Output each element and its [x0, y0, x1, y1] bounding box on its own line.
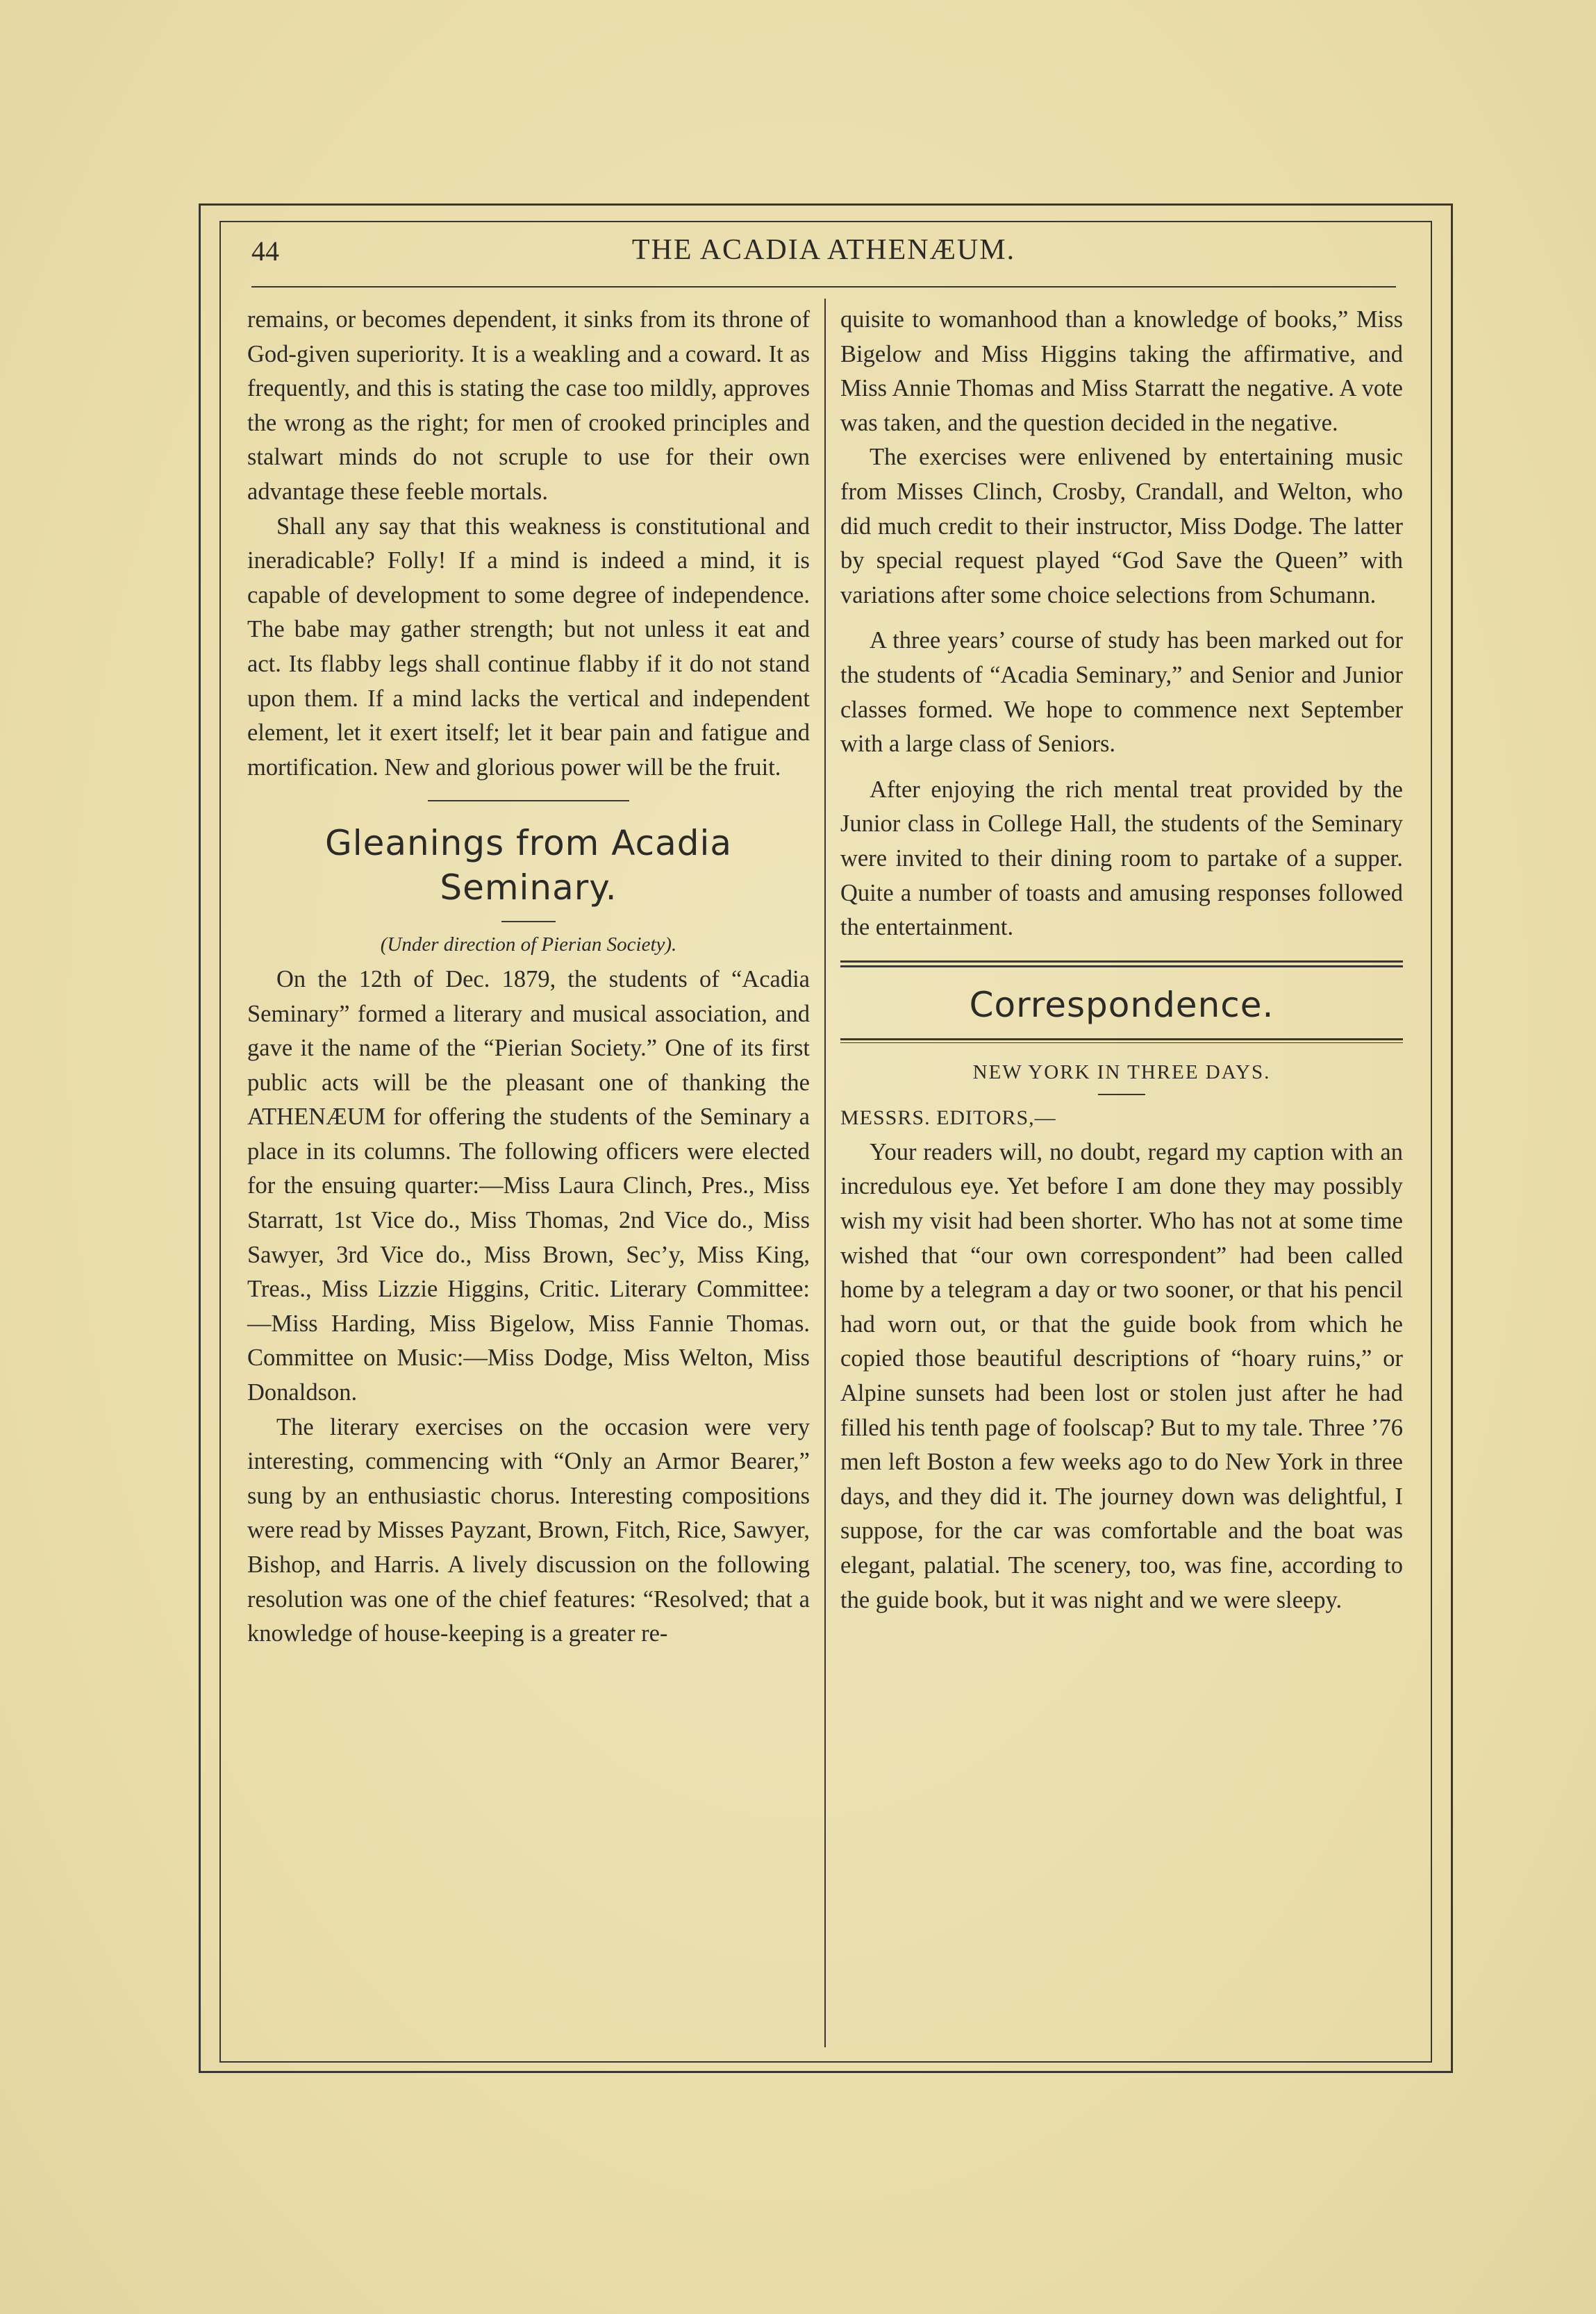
article-paragraph: After enjoying the rich mental treat provided by the Junior class in College Hall, the students of the Seminary were invited to their dining room to partake of a supper. Quite a number of toasts and amusing responses followed the entertainment.	[840, 776, 1403, 941]
article-paragraph: The exercises were enlivened by entertaining music from Misses Clinch, Crosby, Crandall, and Welton, who did much credit to their instructor, Miss Dodge. The latter by special request played “God Save the Queen” with variations after some choice selections from Schumann.	[840, 444, 1403, 608]
title-short-rule	[501, 921, 556, 922]
right-column	[840, 303, 1403, 1617]
letter-salutation: MESSRS. EDITORS,—	[840, 1106, 1056, 1130]
section-double-rule	[840, 1038, 1403, 1043]
letter-paragraph: Your readers will, no doubt, regard my caption with an incredulous eye. Yet before I am done they may possibly wish my visit had been shorter. Who has not at some time wished that “our own correspondent” had been called home by a telegram a day or two sooner, or that his pencil had worn out, or that the guide book from which he copied those beautiful descriptions of “hoary ruins,” or Alpine sunsets had been lost or stolen just after he had filled his tenth page of foolscap? But to my tale. Three ’76 men left Boston a few weeks ago to do New York in three days, and they did it. The journey down was delightful, I suppose, for the car was comfortable and the boat was elegant, palatial. The scenery, too, was fine, according to the guide book, but it was night and we were sleepy.	[840, 1138, 1403, 1613]
section-divider	[428, 800, 629, 801]
article-paragraph: The literary exercises on the occasion were very interesting, commencing with “Only an Armor Bearer,” sung by an enthusiastic chorus. Interesting compositions were read by Misses Payzant, Brown, Fitch, Rice, Sawyer, Bishop, and Harris. A lively discussion on the following resolution was one of the chief features: “Resolved; that a knowledge of house-keeping is a greater re-	[247, 1413, 810, 1647]
letter-heading: NEW YORK IN THREE DAYS.	[972, 1060, 1271, 1083]
heading-short-rule	[1098, 1094, 1145, 1095]
page-number: 44	[251, 235, 279, 267]
article-paragraph: quisite to womanhood than a knowledge of books,” Miss Bigelow and Miss Higgins taking the affirmative, and Miss Annie Thomas and Miss Starratt the negative. A vote was taken, and the question decided in the negative.	[840, 306, 1403, 436]
article-paragraph: remains, or becomes dependent, it sinks from its throne of God-given superiority. It is a weakling and a coward. It as frequently, and this is stating the case too mildly, approves the wrong as the right; for men of crooked principles and stalwart minds do not scruple to use for their own advantage these feeble mortals.	[247, 306, 810, 505]
column-divider	[824, 299, 826, 2047]
section-double-rule	[840, 960, 1403, 967]
article-paragraph: On the 12th of Dec. 1879, the students of “Acadia Seminary” formed a literary and musical association, and gave it the name of the “Pierian Society.” One of its first public acts will be the pleasant one of thanking the ATHENÆUM for offering the students of the Seminary a place in its columns. The following officers were elected for the ensuing quarter:—Miss Laura Clinch, Pres., Miss Starratt, 1st Vice do., Miss Thomas, 2nd Vice do., Miss Sawyer, 3rd Vice do., Miss Brown, Sec’y, Miss King, Treas., Miss Lizzie Higgins, Critic. Literary Committee:—Miss Harding, Miss Bigelow, Miss Fannie Thomas. Committee on Music:—Miss Dodge, Miss Welton, Miss Donaldson.	[247, 965, 810, 1406]
page-header	[251, 231, 1396, 286]
article-paragraph: A three years’ course of study has been marked out for the students of “Acadia Seminary,” and Senior and Junior classes formed. We hope to commence next September with a large class of Seniors.	[840, 627, 1403, 758]
article-paragraph: Shall any say that this weakness is constitutional and ineradicable? Folly! If a mind is indeed a mind, it is capable of development to some degree of independence. The babe may gather strength; but not unless it eat and act. Its flabby legs shall continue flabby if it do not stand upon them. If a mind lacks the vertical and independent element, let it exert itself; let it bear pain and fatigue and mortification. New and glorious power will be the fruit.	[247, 513, 810, 781]
header-rule	[251, 286, 1396, 288]
section-note: (Under direction of Pierian Society).	[380, 933, 677, 956]
section-title-correspondence: Correspondence.	[969, 984, 1274, 1025]
section-title-gleanings: Gleanings from Acadia Seminary.	[325, 823, 732, 908]
journal-title: THE ACADIA ATHENÆUM.	[631, 234, 1016, 266]
left-column	[247, 303, 810, 1651]
